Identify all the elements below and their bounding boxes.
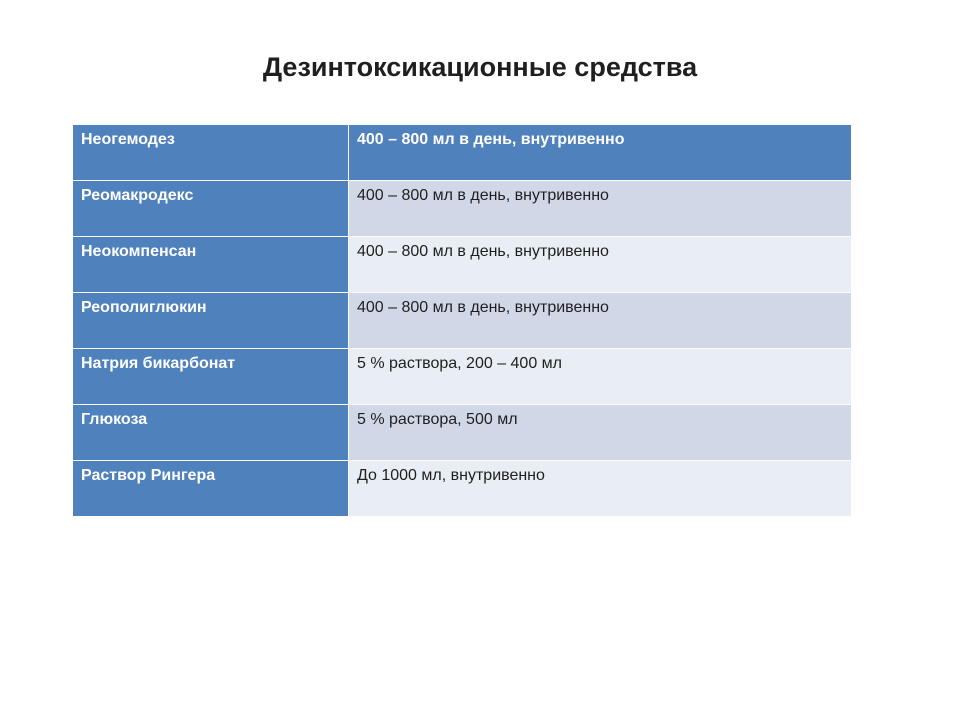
table-row [73,405,852,461]
dose-cell: 400 – 800 мл в день, внутривенно [349,181,852,237]
dose-cell: 400 – 800 мл в день, внутривенно [349,293,852,349]
dose-cell: До 1000 мл, внутривенно [349,461,852,517]
drug-name-cell: Глюкоза [73,405,349,461]
table-row [73,237,852,293]
drug-name-cell: Реополиглюкин [73,293,349,349]
drug-name-cell: Неокомпенсан [73,237,349,293]
slide-title: Дезинтоксикационные средства [262,52,698,82]
dose-cell: 5 % раствора, 200 – 400 мл [349,349,852,405]
dose-cell: 5 % раствора, 500 мл [349,405,852,461]
drug-name-cell: Натрия бикарбонат [73,349,349,405]
drug-name-cell: Реомакродекс [73,181,349,237]
table-row [73,461,852,517]
dose-cell: 400 – 800 мл в день, внутривенно [349,237,852,293]
table-row [73,181,852,237]
drug-name-cell: Неогемодез [73,125,349,181]
table-row [73,349,852,405]
drug-table [72,124,852,517]
dose-cell: 400 – 800 мл в день, внутривенно [349,125,852,181]
table-row [73,293,852,349]
table-row [73,125,852,181]
drug-name-cell: Раствор Рингера [73,461,349,517]
